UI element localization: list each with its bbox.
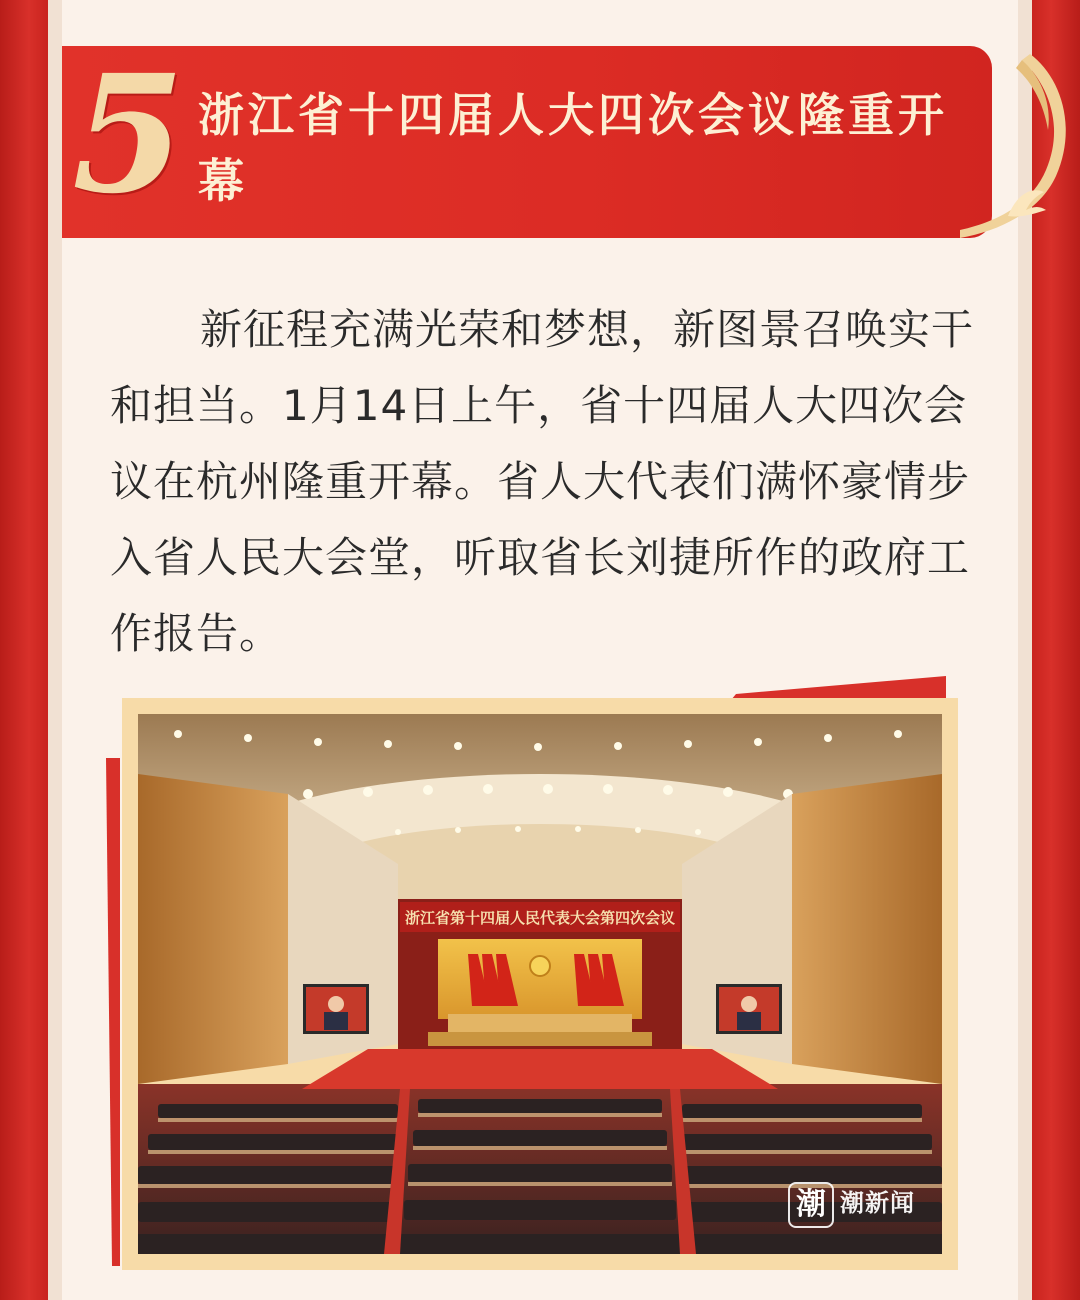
section-header-banner [62,40,1042,238]
section-title: 浙江省十四届人大四次会议隆重开幕 [198,88,948,208]
section-number: 5 [72,40,185,230]
watermark-text: 潮新闻 [840,1189,915,1217]
article-paragraph: 新征程充满光荣和梦想，新图景召唤实干和担当。1月14日上午，省十四届人大四次会议在杭州隆重开幕。省人大代表们满怀豪情步入省人民大会堂，听取省长刘捷所作的政府工作报告。 [110,305,975,658]
gold-ribbon-dove-icon [960,46,1080,246]
assembly-hall-photo [138,714,942,1254]
card-rim-left [48,0,62,1300]
hall-banner-text: 浙江省第十四届人民代表大会第四次会议 [404,909,676,927]
left-red-border [0,0,48,1300]
news-watermark [788,1182,928,1232]
assembly-hall-illustration [138,714,942,1254]
watermark-logo-icon: 潮 [788,1182,834,1228]
